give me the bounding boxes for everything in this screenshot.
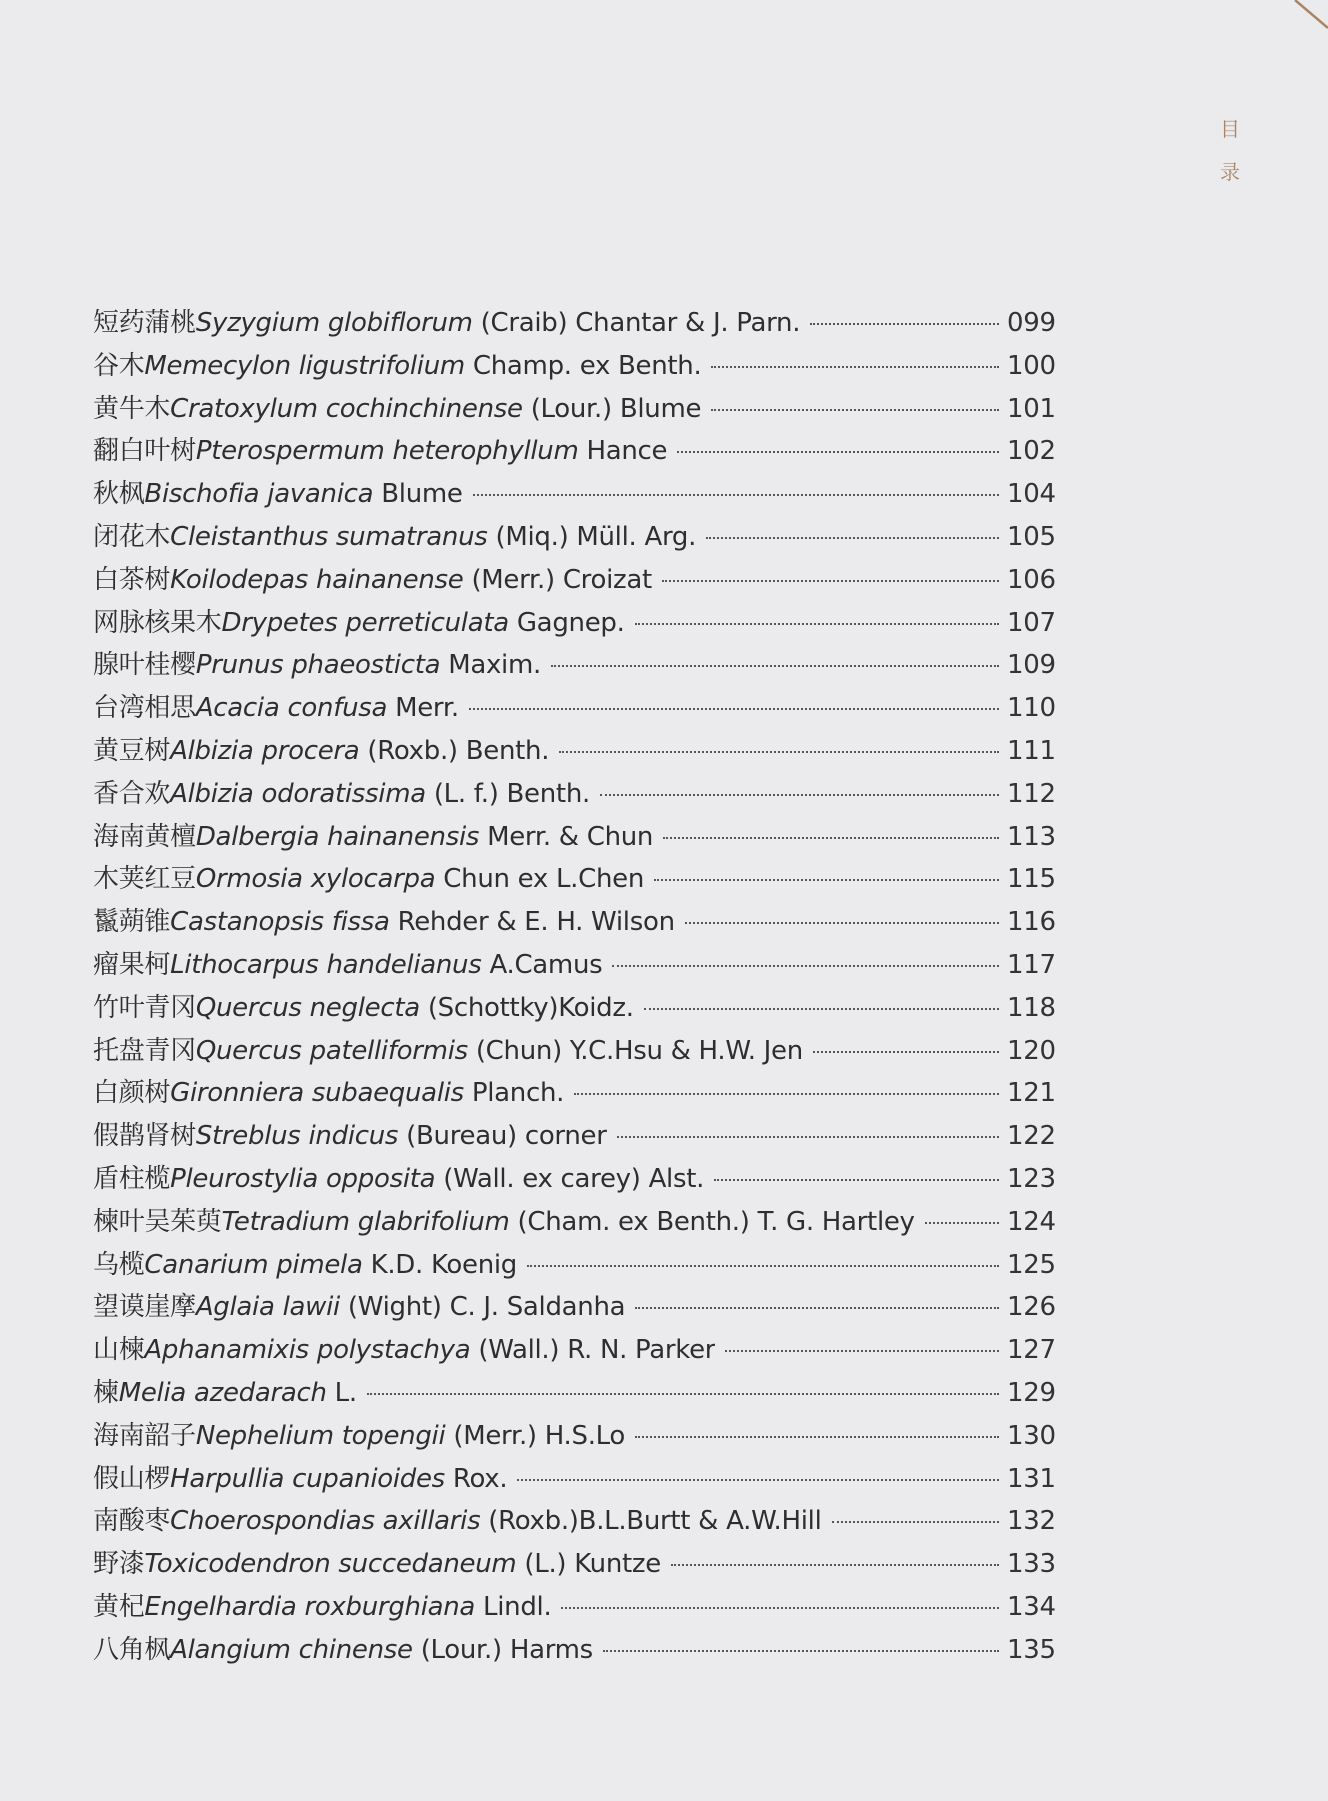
toc-entry[interactable] bbox=[93, 345, 1056, 388]
toc-entry-title bbox=[93, 602, 625, 639]
scientific-name: Ormosia xylocarpa bbox=[195, 864, 436, 895]
page-number: 104 bbox=[1007, 479, 1056, 510]
scientific-name: Quercus neglecta bbox=[195, 992, 420, 1023]
scientific-name: Aphanamixis polystachya bbox=[144, 1335, 471, 1366]
author-citation: (Schottky)Koidz. bbox=[419, 992, 634, 1023]
scientific-name: Cleistanthus sumatranus bbox=[170, 521, 488, 552]
toc-entry-title bbox=[93, 816, 653, 853]
dot-leader bbox=[561, 1607, 999, 1609]
dot-leader bbox=[725, 1350, 999, 1352]
toc-entry[interactable] bbox=[93, 644, 1056, 687]
toc-entry-title bbox=[93, 1415, 625, 1452]
scientific-name: Quercus patelliformis bbox=[195, 1035, 468, 1066]
page-number: 116 bbox=[1007, 907, 1056, 938]
toc-entry[interactable] bbox=[93, 1500, 1056, 1543]
page-number: 130 bbox=[1007, 1420, 1056, 1451]
dot-leader bbox=[677, 451, 999, 453]
toc-entry[interactable] bbox=[93, 1201, 1056, 1244]
scientific-name: Syzygium globiflorum bbox=[195, 308, 473, 338]
toc-entry[interactable] bbox=[93, 1286, 1056, 1329]
chinese-name: 台湾相思 bbox=[93, 693, 196, 724]
author-citation: Planch. bbox=[463, 1078, 565, 1109]
chinese-name: 八角枫 bbox=[93, 1634, 171, 1665]
chinese-name: 山楝 bbox=[93, 1335, 145, 1366]
author-citation: (Wall.) R. N. Parker bbox=[470, 1335, 716, 1366]
toc-entry-title bbox=[93, 1372, 357, 1409]
page-number: 112 bbox=[1007, 778, 1056, 809]
scientific-name: Toxicodendron succedaneum bbox=[144, 1549, 517, 1580]
page-number: 121 bbox=[1007, 1078, 1056, 1109]
page-number: 129 bbox=[1007, 1377, 1056, 1408]
toc-entry-title bbox=[93, 901, 675, 938]
dot-leader bbox=[635, 623, 999, 625]
scientific-name: Aglaia lawii bbox=[195, 1292, 340, 1323]
chinese-name: 闭花木 bbox=[93, 521, 171, 552]
toc-entry-title bbox=[93, 388, 701, 425]
author-citation: (Merr.) H.S.Lo bbox=[445, 1420, 625, 1451]
toc-entry[interactable] bbox=[93, 1586, 1056, 1629]
author-citation: (Craib) Chantar & J. Parn. bbox=[472, 308, 801, 338]
author-citation: A.Camus bbox=[481, 949, 603, 980]
toc-entry-title bbox=[93, 345, 701, 382]
dot-leader bbox=[671, 1564, 999, 1566]
toc-entry[interactable] bbox=[93, 944, 1056, 987]
author-citation: Chun ex L.Chen bbox=[435, 864, 644, 895]
toc-entry-title bbox=[93, 1072, 564, 1109]
toc-entry-title bbox=[93, 430, 667, 467]
page-number: 117 bbox=[1007, 949, 1056, 980]
chinese-name: 白颜树 bbox=[93, 1078, 171, 1109]
toc-entry[interactable] bbox=[93, 858, 1056, 901]
scientific-name: Gironniera subaequalis bbox=[170, 1078, 464, 1109]
author-citation: Blume bbox=[373, 479, 463, 510]
toc-entry[interactable] bbox=[93, 1329, 1056, 1372]
toc-entry[interactable] bbox=[93, 1115, 1056, 1158]
author-citation: Gagnep. bbox=[508, 607, 625, 638]
dot-leader bbox=[663, 837, 999, 839]
dot-leader bbox=[551, 665, 999, 667]
chinese-name: 短药蒲桃 bbox=[93, 308, 196, 338]
dot-leader bbox=[635, 1307, 999, 1309]
toc-entry-title bbox=[93, 987, 634, 1024]
toc-entry[interactable] bbox=[93, 516, 1056, 559]
dot-leader bbox=[810, 323, 999, 325]
scientific-name: Pterospermum heterophyllum bbox=[195, 436, 579, 467]
author-citation: (Wight) C. J. Saldanha bbox=[339, 1292, 626, 1323]
page-number: 100 bbox=[1007, 350, 1056, 381]
toc-entry[interactable] bbox=[93, 1158, 1056, 1201]
toc-entry[interactable] bbox=[93, 1244, 1056, 1287]
dot-leader bbox=[600, 794, 999, 796]
chinese-name: 海南韶子 bbox=[93, 1420, 196, 1451]
dot-leader bbox=[711, 366, 999, 368]
chinese-name: 乌榄 bbox=[93, 1249, 145, 1280]
author-citation: Maxim. bbox=[440, 650, 541, 681]
scientific-name: Castanopsis fissa bbox=[170, 907, 390, 938]
chinese-name: 秋枫 bbox=[93, 479, 145, 510]
toc-entry[interactable] bbox=[93, 987, 1056, 1030]
toc-entry-title bbox=[93, 473, 463, 510]
page-number: 131 bbox=[1007, 1463, 1056, 1494]
toc-entry-title bbox=[93, 516, 696, 553]
chinese-name: 野漆 bbox=[93, 1549, 145, 1580]
page-number: 120 bbox=[1007, 1035, 1056, 1066]
page-number: 113 bbox=[1007, 821, 1056, 852]
scientific-name: Memecylon ligustrifolium bbox=[144, 350, 465, 381]
author-citation: Champ. ex Benth. bbox=[464, 350, 702, 381]
chinese-name: 望谟崖摩 bbox=[93, 1292, 196, 1323]
page-number: 134 bbox=[1007, 1591, 1056, 1622]
section-title-char: 录 bbox=[1220, 160, 1240, 184]
page-number: 106 bbox=[1007, 564, 1056, 595]
author-citation: L. bbox=[326, 1377, 357, 1408]
chinese-name: 南酸枣 bbox=[93, 1506, 171, 1537]
scientific-name: Cratoxylum cochinchinense bbox=[170, 393, 523, 424]
toc-entry-title bbox=[93, 302, 800, 339]
chinese-name: 鬣蒴锥 bbox=[93, 907, 171, 938]
toc-entry-title bbox=[93, 730, 549, 767]
author-citation: (Cham. ex Benth.) T. G. Hartley bbox=[509, 1206, 915, 1237]
toc-entry[interactable] bbox=[93, 1629, 1056, 1672]
chinese-name: 谷木 bbox=[93, 350, 145, 381]
dot-leader bbox=[662, 580, 999, 582]
author-citation: (Roxb.) Benth. bbox=[359, 735, 550, 766]
page-number: 126 bbox=[1007, 1292, 1056, 1323]
toc-entry-title bbox=[93, 773, 590, 810]
page-number: 105 bbox=[1007, 521, 1056, 552]
dot-leader bbox=[714, 1179, 999, 1181]
page-number: 124 bbox=[1007, 1206, 1056, 1237]
scientific-name: Canarium pimela bbox=[144, 1249, 363, 1280]
author-citation: (Chun) Y.C.Hsu & H.W. Jen bbox=[467, 1035, 803, 1066]
dot-leader bbox=[367, 1393, 999, 1395]
scientific-name: Harpullia cupanioides bbox=[170, 1463, 445, 1494]
toc-entry-title bbox=[93, 1500, 822, 1537]
dot-leader bbox=[603, 1650, 999, 1652]
toc-entry-title bbox=[93, 858, 644, 895]
page-number: 101 bbox=[1007, 393, 1056, 424]
scientific-name: Nephelium topengii bbox=[195, 1420, 446, 1451]
toc-entry[interactable] bbox=[93, 901, 1056, 944]
toc-entry-title bbox=[93, 687, 459, 724]
toc-entry[interactable] bbox=[93, 473, 1056, 516]
toc-entry[interactable] bbox=[93, 1543, 1056, 1586]
chinese-name: 香合欢 bbox=[93, 778, 171, 809]
author-citation: Hance bbox=[578, 436, 668, 467]
section-title bbox=[1215, 108, 1245, 194]
author-citation: (Merr.) Croizat bbox=[463, 564, 652, 595]
chinese-name: 托盘青冈 bbox=[93, 1035, 196, 1066]
chinese-name: 海南黄檀 bbox=[93, 821, 196, 852]
dot-leader bbox=[473, 494, 999, 496]
scientific-name: Bischofia javanica bbox=[144, 479, 374, 510]
toc-entry[interactable] bbox=[93, 302, 1056, 345]
chinese-name: 楝叶吴茱萸 bbox=[93, 1206, 222, 1237]
scientific-name: Melia azedarach bbox=[118, 1377, 327, 1408]
chinese-name: 白茶树 bbox=[93, 564, 171, 595]
dot-leader bbox=[925, 1222, 999, 1224]
toc-entry-title bbox=[93, 1286, 625, 1323]
toc-entry-title bbox=[93, 1458, 507, 1495]
chinese-name: 翻白叶树 bbox=[93, 436, 196, 467]
toc-entry-title bbox=[93, 1329, 715, 1366]
chinese-name: 网脉核果木 bbox=[93, 607, 222, 638]
toc-entry[interactable] bbox=[93, 388, 1056, 431]
chinese-name: 腺叶桂樱 bbox=[93, 650, 196, 681]
page-number: 111 bbox=[1007, 735, 1056, 766]
dot-leader bbox=[832, 1521, 999, 1523]
scientific-name: Alangium chinense bbox=[170, 1634, 413, 1665]
author-citation: (L.) Kuntze bbox=[516, 1549, 661, 1580]
page-number: 107 bbox=[1007, 607, 1056, 638]
chinese-name: 假鹊肾树 bbox=[93, 1121, 196, 1152]
scientific-name: Prunus phaeosticta bbox=[195, 650, 441, 681]
chinese-name: 黄牛木 bbox=[93, 393, 171, 424]
dot-leader bbox=[559, 751, 999, 753]
page-number: 133 bbox=[1007, 1549, 1056, 1580]
dot-leader bbox=[617, 1136, 999, 1138]
scientific-name: Albizia odoratissima bbox=[170, 778, 426, 809]
page-number: 135 bbox=[1007, 1634, 1056, 1665]
dot-leader bbox=[711, 409, 999, 411]
author-citation: (Lour.) Harms bbox=[412, 1634, 593, 1665]
dot-leader bbox=[685, 922, 999, 924]
toc-entry-title bbox=[93, 1115, 607, 1152]
chinese-name: 竹叶青冈 bbox=[93, 992, 196, 1023]
page-number: 109 bbox=[1007, 650, 1056, 681]
toc-entry-title bbox=[93, 1543, 661, 1580]
page-number: 110 bbox=[1007, 693, 1056, 724]
author-citation: (Wall. ex carey) Alst. bbox=[435, 1163, 705, 1194]
scientific-name: Pleurostylia opposita bbox=[170, 1163, 436, 1194]
scientific-name: Drypetes perreticulata bbox=[221, 607, 509, 638]
dot-leader bbox=[813, 1051, 999, 1053]
chinese-name: 木荚红豆 bbox=[93, 864, 196, 895]
page-number: 123 bbox=[1007, 1163, 1056, 1194]
toc-entry[interactable] bbox=[93, 687, 1056, 730]
author-citation: Rox. bbox=[444, 1463, 508, 1494]
toc-entry[interactable] bbox=[93, 559, 1056, 602]
toc-entry[interactable] bbox=[93, 816, 1056, 859]
toc-entry[interactable] bbox=[93, 1458, 1056, 1501]
author-citation: (L. f.) Benth. bbox=[425, 778, 590, 809]
table-of-contents bbox=[93, 302, 1056, 1672]
page-number: 122 bbox=[1007, 1121, 1056, 1152]
toc-entry[interactable] bbox=[93, 730, 1056, 773]
section-title-char: 目 bbox=[1220, 117, 1240, 141]
toc-entry[interactable] bbox=[93, 1372, 1056, 1415]
chinese-name: 黄杞 bbox=[93, 1591, 145, 1622]
scientific-name: Streblus indicus bbox=[195, 1121, 399, 1152]
author-citation: (Roxb.)B.L.Burtt & A.W.Hill bbox=[480, 1506, 822, 1537]
dot-leader bbox=[574, 1093, 999, 1095]
toc-entry-title bbox=[93, 1201, 915, 1238]
author-citation: Rehder & E. H. Wilson bbox=[389, 907, 675, 938]
page-number: 127 bbox=[1007, 1335, 1056, 1366]
scientific-name: Choerospondias axillaris bbox=[170, 1506, 481, 1537]
toc-entry-title bbox=[93, 559, 652, 596]
page-number: 118 bbox=[1007, 992, 1056, 1023]
chinese-name: 黄豆树 bbox=[93, 735, 171, 766]
author-citation: K.D. Koenig bbox=[362, 1249, 518, 1280]
dot-leader bbox=[644, 1008, 999, 1010]
toc-entry-title bbox=[93, 1244, 517, 1281]
dot-leader bbox=[517, 1479, 999, 1481]
toc-entry-title bbox=[93, 1158, 704, 1195]
toc-entry-title bbox=[93, 1030, 803, 1067]
author-citation: (Lour.) Blume bbox=[522, 393, 702, 424]
page-number: 099 bbox=[1007, 308, 1056, 338]
toc-entry[interactable] bbox=[93, 1030, 1056, 1073]
toc-entry[interactable] bbox=[93, 1072, 1056, 1115]
toc-entry[interactable] bbox=[93, 602, 1056, 645]
dot-leader bbox=[527, 1265, 999, 1267]
toc-entry-title bbox=[93, 1586, 551, 1623]
page-number: 132 bbox=[1007, 1506, 1056, 1537]
toc-entry-title bbox=[93, 644, 541, 681]
author-citation: Merr. bbox=[387, 693, 459, 724]
scientific-name: Dalbergia hainanensis bbox=[195, 821, 480, 852]
chinese-name: 盾柱榄 bbox=[93, 1163, 171, 1194]
scientific-name: Acacia confusa bbox=[195, 693, 388, 724]
page-number: 102 bbox=[1007, 436, 1056, 467]
scientific-name: Albizia procera bbox=[170, 735, 360, 766]
toc-entry-title bbox=[93, 1629, 593, 1666]
scientific-name: Tetradium glabrifolium bbox=[221, 1206, 510, 1237]
author-citation: Merr. & Chun bbox=[479, 821, 654, 852]
author-citation: (Miq.) Müll. Arg. bbox=[487, 521, 697, 552]
scientific-name: Koilodepas hainanense bbox=[170, 564, 464, 595]
page-number: 115 bbox=[1007, 864, 1056, 895]
chinese-name: 假山椤 bbox=[93, 1463, 171, 1494]
toc-entry[interactable] bbox=[93, 1415, 1056, 1458]
toc-entry[interactable] bbox=[93, 430, 1056, 473]
dot-leader bbox=[654, 879, 999, 881]
dot-leader bbox=[612, 965, 999, 967]
author-citation: Lindl. bbox=[475, 1591, 552, 1622]
toc-entry-title bbox=[93, 944, 602, 981]
dot-leader bbox=[635, 1436, 999, 1438]
chinese-name: 楝 bbox=[93, 1377, 119, 1408]
author-citation: (Bureau) corner bbox=[398, 1121, 607, 1152]
chinese-name: 瘤果柯 bbox=[93, 949, 171, 980]
toc-entry[interactable] bbox=[93, 773, 1056, 816]
scientific-name: Engelhardia roxburghiana bbox=[144, 1591, 476, 1622]
page-number: 125 bbox=[1007, 1249, 1056, 1280]
scientific-name: Lithocarpus handelianus bbox=[170, 949, 482, 980]
dot-leader bbox=[469, 708, 999, 710]
dot-leader bbox=[706, 537, 999, 539]
corner-decoration bbox=[1268, 0, 1328, 40]
